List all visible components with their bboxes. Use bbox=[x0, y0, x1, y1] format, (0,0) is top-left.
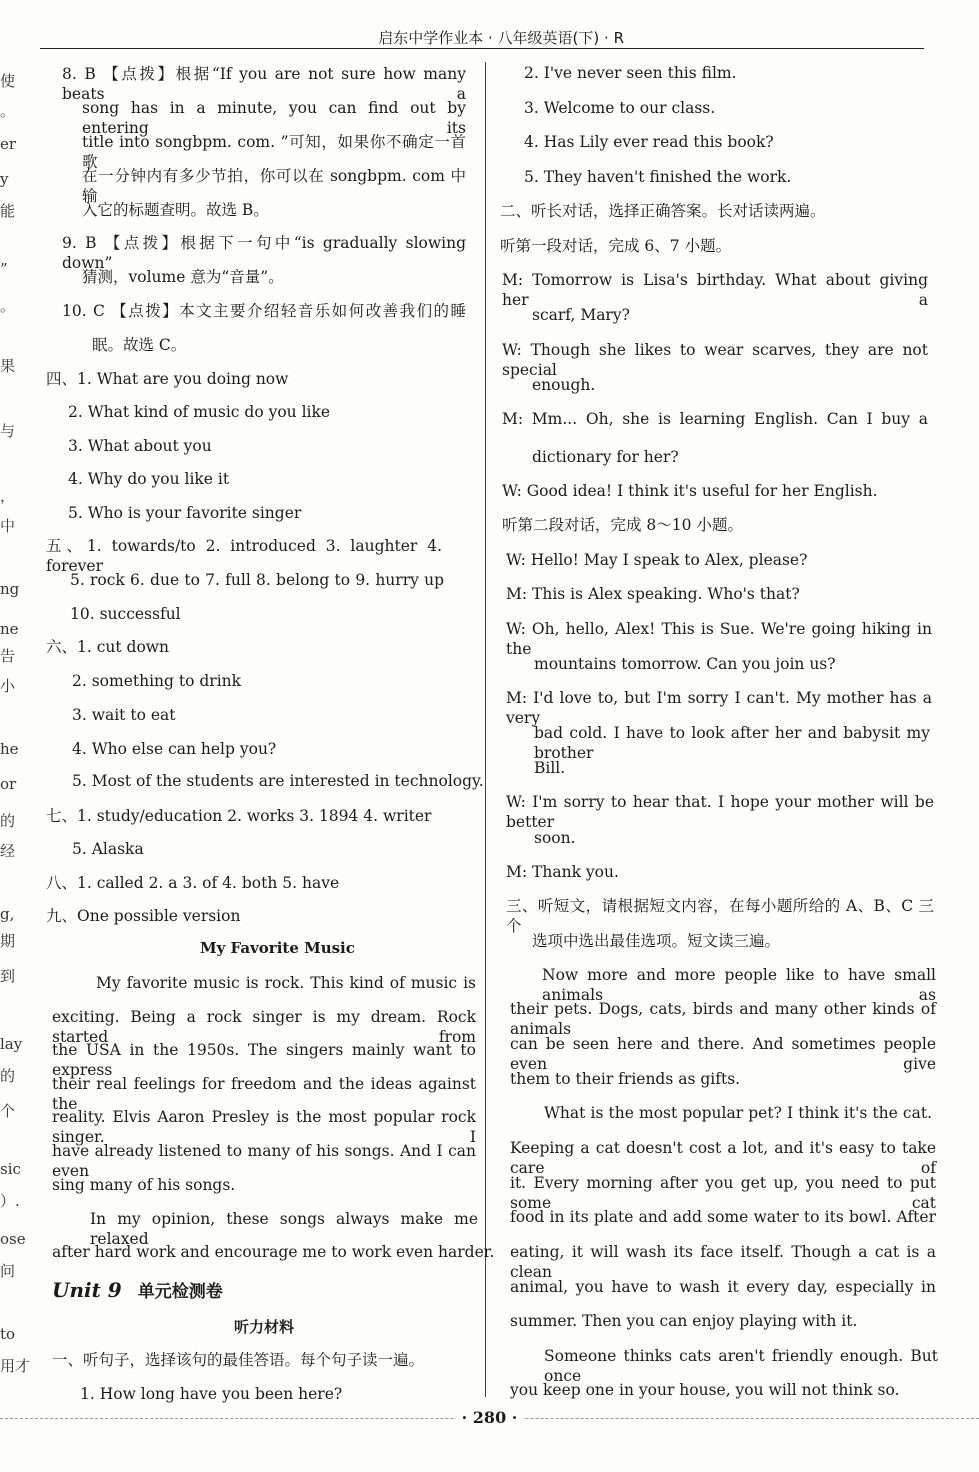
margin-fragment: 果 bbox=[0, 357, 16, 375]
answer-line: W: Though she likes to wear scarves, they are not special bbox=[502, 341, 928, 379]
answer-line: M: Tomorrow is Lisa's birthday. What about giving her a bbox=[502, 271, 928, 309]
margin-fragment: lay bbox=[0, 1035, 23, 1053]
answer-line: song has in a minute, you can find out by entering its bbox=[82, 99, 466, 137]
answer-line: it. Every morning after you get up, you need to put some cat bbox=[510, 1174, 936, 1212]
answer-line: W: Oh, hello, Alex! This is Sue. We're going hiking in the bbox=[506, 620, 932, 658]
answer-line: 二、听长对话，选择正确答案。长对话读两遍。 bbox=[500, 202, 826, 220]
answer-line: M: Mm... Oh, she is learning English. Can I buy a bbox=[502, 410, 928, 428]
answer-line: 8. B 【点拨】根据“If you are not sure how many beats a bbox=[62, 65, 466, 103]
margin-fragment: 的 bbox=[0, 812, 16, 830]
answer-line: 4. Has Lily ever read this book? bbox=[524, 133, 774, 151]
essay-line: In my opinion, these songs always make me relaxed bbox=[90, 1210, 478, 1248]
answer-line: soon. bbox=[534, 829, 576, 847]
margin-fragment: 。 bbox=[0, 297, 16, 315]
margin-fragment: er bbox=[0, 135, 17, 153]
answer-line: 3. What about you bbox=[68, 437, 212, 455]
answer-line: eating, it will wash its face itself. Though a cat is a clean bbox=[510, 1243, 936, 1281]
margin-fragment: y bbox=[0, 170, 9, 188]
answer-line: 2. I've never seen this film. bbox=[524, 64, 737, 82]
answer-line: 5. Most of the students are interested in technology. bbox=[72, 772, 484, 790]
answer-line: What is the most popular pet? I think it's the cat. bbox=[544, 1104, 932, 1122]
instruction-line: 一、听句子，选择该句的最佳答语。每个句子读一遍。 bbox=[52, 1351, 425, 1369]
answer-line: you keep one in your house, you will not think so. bbox=[510, 1381, 900, 1399]
answer-line: 5. They haven't finished the work. bbox=[524, 168, 792, 186]
answer-line: summer. Then you can enjoy playing with it. bbox=[510, 1312, 858, 1330]
answer-line: their pets. Dogs, cats, birds and many other kinds of animals bbox=[510, 1000, 936, 1038]
cropped-left-margin-text bbox=[0, 60, 31, 1380]
answer-line: Now more and more people like to have small animals as bbox=[542, 966, 936, 1004]
essay-line: after hard work and encourage me to work even harder. bbox=[52, 1243, 495, 1261]
margin-fragment: 。 bbox=[0, 102, 16, 120]
margin-fragment: ， bbox=[0, 487, 16, 505]
answer-line: 5. rock 6. due to 7. full 8. belong to 9. hurry up bbox=[70, 571, 444, 589]
unit-subtitle: 单元检测卷 bbox=[137, 1282, 223, 1302]
essay-line: their real feelings for freedom and the ideas against the bbox=[52, 1075, 476, 1113]
answer-line: 听第二段对话，完成 8～10 小题。 bbox=[502, 516, 743, 534]
answer-line: mountains tomorrow. Can you join us? bbox=[534, 655, 836, 673]
page-header bbox=[40, 26, 924, 49]
answer-line: 10. successful bbox=[70, 605, 181, 623]
margin-fragment: 的 bbox=[0, 1067, 16, 1085]
answer-line: 4. Who else can help you? bbox=[72, 740, 277, 758]
margin-fragment: to bbox=[0, 1325, 16, 1343]
answer-line: W: Good idea! I think it's useful for her English. bbox=[502, 482, 878, 500]
listening-material-title: 听力材料 bbox=[234, 1318, 295, 1336]
answer-line: 10. C 【点拨】本文主要介绍轻音乐如何改善我们的睡 bbox=[62, 302, 466, 320]
margin-fragment: sic bbox=[0, 1160, 21, 1178]
answer-line: Keeping a cat doesn't cost a lot, and it's easy to take care of bbox=[510, 1139, 936, 1177]
answer-line: 五、1. towards/to 2. introduced 3. laughter 4. forever bbox=[46, 537, 442, 575]
answer-line: 七、1. study/education 2. works 3. 1894 4. writer bbox=[46, 807, 432, 825]
answer-line: M: Thank you. bbox=[506, 863, 619, 881]
margin-fragment: 用才 bbox=[0, 1357, 31, 1375]
essay-title: My Favorite Music bbox=[200, 939, 355, 957]
answer-line: dictionary for her? bbox=[532, 448, 679, 466]
answer-line: 八、1. called 2. a 3. of 4. both 5. have bbox=[46, 874, 340, 892]
answer-line: 选项中选出最佳选项。短文读三遍。 bbox=[532, 932, 781, 950]
margin-fragment: ” bbox=[0, 260, 8, 278]
answer-line: bad cold. I have to look after her and babysit my brother bbox=[534, 724, 930, 762]
answer-line: 听第一段对话，完成 6、7 小题。 bbox=[500, 237, 732, 255]
margin-fragment: g, bbox=[0, 905, 15, 923]
page-number: · 280 · bbox=[0, 1408, 979, 1427]
header-title: 启东中学作业本 · 八年级英语(下) · R bbox=[378, 29, 624, 47]
answer-line: title into songbpm. com. ”可知，如果你不确定一首歌 bbox=[82, 133, 466, 171]
answer-line: W: I'm sorry to hear that. I hope your mother will be better bbox=[506, 793, 934, 831]
question-line: 1. How long have you been here? bbox=[80, 1385, 343, 1403]
answer-line: 3. Welcome to our class. bbox=[524, 99, 716, 117]
answer-line: them to their friends as gifts. bbox=[510, 1070, 741, 1088]
margin-fragment: ）. bbox=[0, 1192, 20, 1210]
answer-line: animal, you have to wash it every day, especially in bbox=[510, 1278, 936, 1296]
margin-fragment: 个 bbox=[0, 1102, 16, 1120]
answer-line: 9. B 【点拨】根据下一句中“is gradually slowing down” bbox=[62, 234, 466, 272]
margin-fragment: 期 bbox=[0, 932, 16, 950]
essay-line: sing many of his songs. bbox=[52, 1176, 236, 1194]
margin-fragment: 问 bbox=[0, 1262, 16, 1280]
margin-fragment: 中 bbox=[0, 517, 16, 535]
margin-fragment: he bbox=[0, 740, 19, 758]
answer-line: can be seen here and there. And sometimes people even give bbox=[510, 1035, 936, 1073]
answer-line: food in its plate and add some water to its bowl. After bbox=[510, 1208, 936, 1226]
margin-fragment: 经 bbox=[0, 842, 16, 860]
answer-line: 4. Why do you like it bbox=[68, 470, 230, 488]
answer-line: M: This is Alex speaking. Who's that? bbox=[506, 585, 800, 603]
answer-line: 眠。故选 C。 bbox=[92, 336, 187, 354]
answer-line: 5. Who is your favorite singer bbox=[68, 504, 302, 522]
answer-line: 5. Alaska bbox=[72, 840, 144, 858]
margin-fragment: 小 bbox=[0, 677, 16, 695]
answer-line: 入它的标题查明。故选 B。 bbox=[82, 201, 269, 219]
answer-line: Bill. bbox=[534, 759, 566, 777]
margin-fragment: 告 bbox=[0, 647, 16, 665]
margin-fragment: 使 bbox=[0, 72, 16, 90]
answer-line: 六、1. cut down bbox=[46, 638, 170, 656]
essay-line: reality. Elvis Aaron Presley is the most popular rock singer. I bbox=[52, 1108, 476, 1146]
answer-line: W: Hello! May I speak to Alex, please? bbox=[506, 551, 808, 569]
answer-line: M: I'd love to, but I'm sorry I can't. My mother has a very bbox=[506, 689, 932, 727]
answer-line: scarf, Mary? bbox=[532, 306, 630, 324]
margin-fragment: ne bbox=[0, 620, 19, 638]
essay-line: the USA in the 1950s. The singers mainly want to express bbox=[52, 1041, 476, 1079]
unit-title: Unit 9 bbox=[52, 1278, 122, 1302]
answer-line: Someone thinks cats aren't friendly enough. But once bbox=[544, 1347, 938, 1385]
answer-line: 九、One possible version bbox=[46, 907, 241, 925]
unit-heading bbox=[52, 1277, 223, 1302]
essay-line: My favorite music is rock. This kind of music is bbox=[96, 974, 476, 992]
answer-line: enough. bbox=[532, 376, 596, 394]
answer-line: 猜测，volume 意为“音量”。 bbox=[82, 268, 284, 286]
column-divider bbox=[485, 62, 486, 1397]
margin-fragment: 能 bbox=[0, 202, 16, 220]
answer-line: 2. What kind of music do you like bbox=[68, 403, 331, 421]
margin-fragment: ng bbox=[0, 580, 20, 598]
answer-line: 2. something to drink bbox=[72, 672, 242, 690]
answer-line: 四、1. What are you doing now bbox=[46, 370, 289, 388]
margin-fragment: 到 bbox=[0, 967, 16, 985]
margin-fragment: 与 bbox=[0, 422, 16, 440]
essay-line: have already listened to many of his songs. And I can even bbox=[52, 1142, 476, 1180]
answer-line: 3. wait to eat bbox=[72, 706, 176, 724]
answer-line: 三、听短文，请根据短文内容，在每小题所给的 A、B、C 三个 bbox=[506, 897, 934, 935]
answer-line: 在一分钟内有多少节拍，你可以在 songbpm. com 中输 bbox=[82, 167, 466, 205]
essay-line: exciting. Being a rock singer is my dream. Rock started from bbox=[52, 1008, 476, 1046]
margin-fragment: or bbox=[0, 775, 17, 793]
margin-fragment: ose bbox=[0, 1230, 26, 1248]
